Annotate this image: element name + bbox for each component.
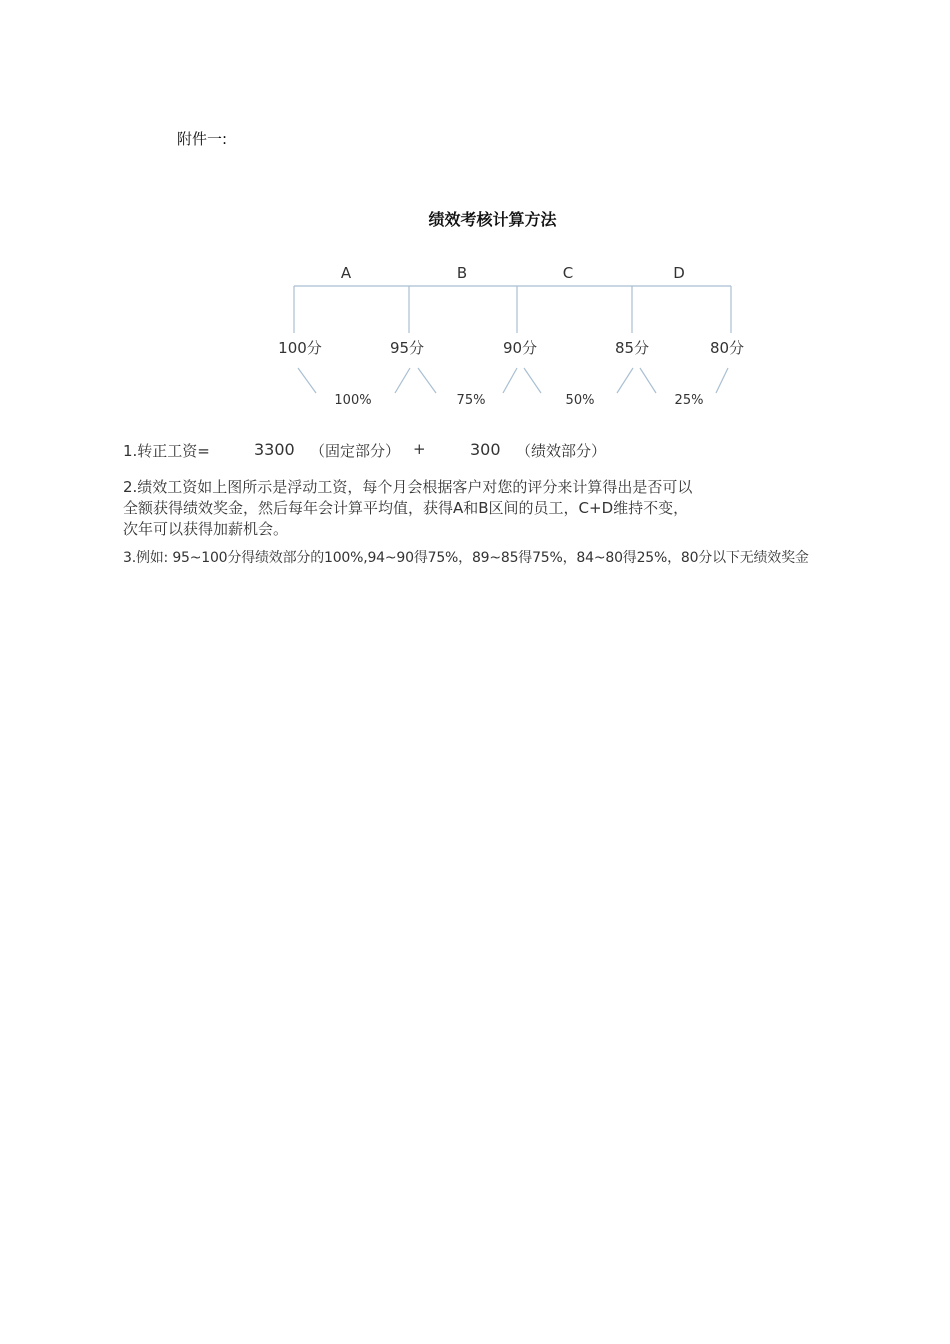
performance-note: （绩效部分） xyxy=(516,442,607,460)
fixed-note: （固定部分） xyxy=(310,442,401,460)
slash-line xyxy=(617,368,633,393)
score-label-80: 80分 xyxy=(709,339,745,357)
plus-sign: + xyxy=(413,440,426,458)
explanation-line: 全额获得绩效奖金，然后每年会计算平均值，获得A和B区间的员工，C+D维持不变， xyxy=(123,499,689,517)
grade-diagram xyxy=(0,0,950,420)
slash-line xyxy=(716,368,728,393)
fixed-amount: 3300 xyxy=(254,440,295,459)
score-label-95: 95分 xyxy=(389,339,425,357)
grade-label-d: D xyxy=(673,264,685,282)
score-label-90: 90分 xyxy=(502,339,538,357)
slash-line xyxy=(395,368,410,393)
explanation-line: 次年可以获得加薪机会。 xyxy=(123,520,289,538)
percent-label-50: 50% xyxy=(565,393,595,408)
percent-label-100: 100% xyxy=(334,393,372,408)
slash-line xyxy=(640,368,656,393)
slash-line xyxy=(524,368,541,393)
example-line: 3.例如: 95~100分得绩效部分的100%,94~90得75%，89~85得75%，84~80得25%，80分以下无绩效奖金 xyxy=(123,550,809,566)
grade-label-c: C xyxy=(562,264,574,282)
grade-label-b: B xyxy=(456,264,468,282)
score-label-100: 100分 xyxy=(278,339,322,357)
percent-label-75: 75% xyxy=(456,393,486,408)
performance-amount: 300 xyxy=(470,440,501,459)
score-label-85: 85分 xyxy=(614,339,650,357)
document-title: 绩效考核计算方法 xyxy=(428,210,557,229)
slash-line xyxy=(503,368,517,393)
explanation-line: 2.绩效工资如上图所示是浮动工资，每个月会根据客户对您的评分来计算得出是否可以 xyxy=(123,478,693,496)
slash-line xyxy=(418,368,436,393)
percent-label-25: 25% xyxy=(674,393,704,408)
slash-line xyxy=(298,368,316,393)
grade-label-a: A xyxy=(340,264,352,282)
formula-label: 1.转正工资= xyxy=(123,442,210,460)
attachment-label: 附件一: xyxy=(177,130,228,148)
explanation-paragraph xyxy=(123,477,692,540)
